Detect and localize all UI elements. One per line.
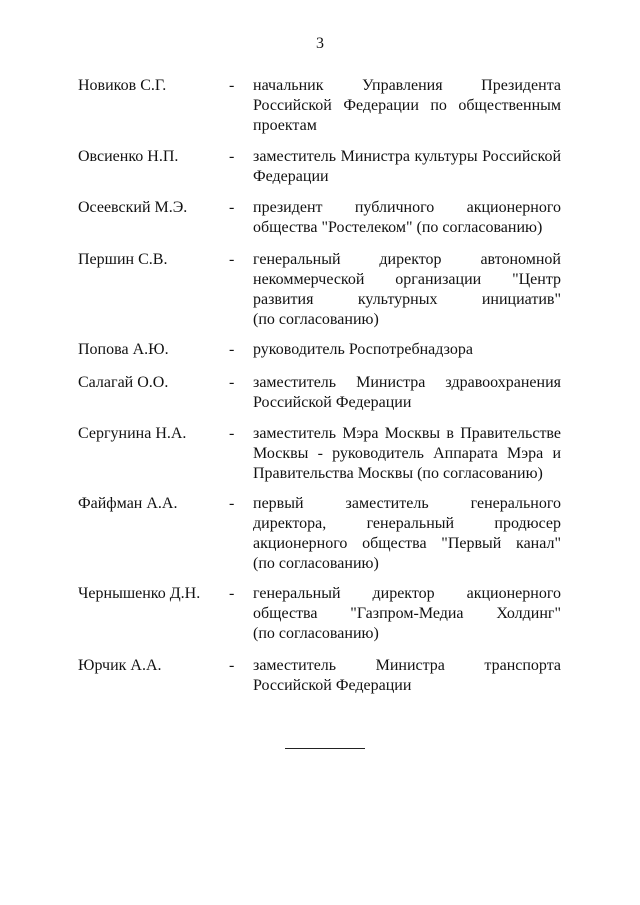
position-line: первый заместитель генерального (253, 495, 561, 512)
member-position (253, 424, 561, 484)
separator-dash: - (229, 251, 235, 268)
member-name: Осеевский М.Э. (78, 199, 188, 216)
separator-dash: - (229, 585, 235, 602)
position-line: Российской Федерации (253, 394, 412, 411)
position-line: некоммерческой организации "Центр (253, 271, 561, 288)
position-line: развития культурных инициатив" (253, 291, 561, 308)
member-name: Попова А.Ю. (78, 341, 169, 358)
member-name: Овсиенко Н.П. (78, 148, 179, 165)
position-line: директора, генеральный продюсер (253, 515, 561, 532)
member-name: Сергунина Н.А. (78, 425, 187, 442)
position-line: Российской Федерации по общественным (253, 97, 561, 114)
member-position (253, 198, 561, 238)
position-line: общества "Ростелеком" (по согласованию) (253, 219, 543, 236)
member-position (253, 494, 561, 574)
page-number: 3 (316, 35, 324, 52)
member-position (253, 250, 561, 330)
member-position (253, 373, 561, 413)
position-line: общества "Газпром-Медиа Холдинг" (253, 605, 561, 622)
separator-dash: - (229, 657, 235, 674)
position-line: заместитель Министра транспорта (253, 657, 561, 674)
member-name: Файфман А.А. (78, 495, 178, 512)
position-line: Федерации (253, 168, 329, 185)
position-line: заместитель Мэра Москвы в Правительстве (253, 425, 561, 442)
member-name: Новиков С.Г. (78, 77, 167, 94)
position-line: генеральный директор автономной (253, 251, 561, 268)
separator-dash: - (229, 425, 235, 442)
member-name: Першин С.В. (78, 251, 168, 268)
separator-dash: - (229, 495, 235, 512)
position-line: руководитель Роспотребнадзора (253, 341, 473, 358)
position-line: проектам (253, 117, 317, 134)
member-name: Чернышенко Д.Н. (78, 585, 201, 602)
member-position (253, 656, 561, 696)
position-line: Российской Федерации (253, 677, 412, 694)
position-line: (по согласованию) (253, 625, 379, 642)
member-name: Юрчик А.А. (78, 657, 162, 674)
position-line: генеральный директор акционерного (253, 585, 561, 602)
position-line: Москвы - руководитель Аппарата Мэра и (253, 445, 561, 462)
position-line: заместитель Министра культуры Российской (253, 148, 561, 165)
member-position (253, 76, 561, 136)
position-line: (по согласованию) (253, 311, 379, 328)
position-line: Правительства Москвы (по согласованию) (253, 465, 543, 482)
position-line: заместитель Министра здравоохранения (253, 374, 561, 391)
member-name: Салагай О.О. (78, 374, 169, 391)
separator-dash: - (229, 199, 235, 216)
member-position (253, 584, 561, 644)
separator-dash: - (229, 374, 235, 391)
position-line: акционерного общества "Первый канал" (253, 535, 561, 552)
member-position (253, 147, 561, 187)
end-separator-line (285, 748, 365, 749)
separator-dash: - (229, 148, 235, 165)
member-position (253, 340, 561, 360)
position-line: начальник Управления Президента (253, 77, 561, 94)
position-line: президент публичного акционерного (253, 199, 561, 216)
position-line: (по согласованию) (253, 555, 379, 572)
separator-dash: - (229, 341, 235, 358)
separator-dash: - (229, 77, 235, 94)
